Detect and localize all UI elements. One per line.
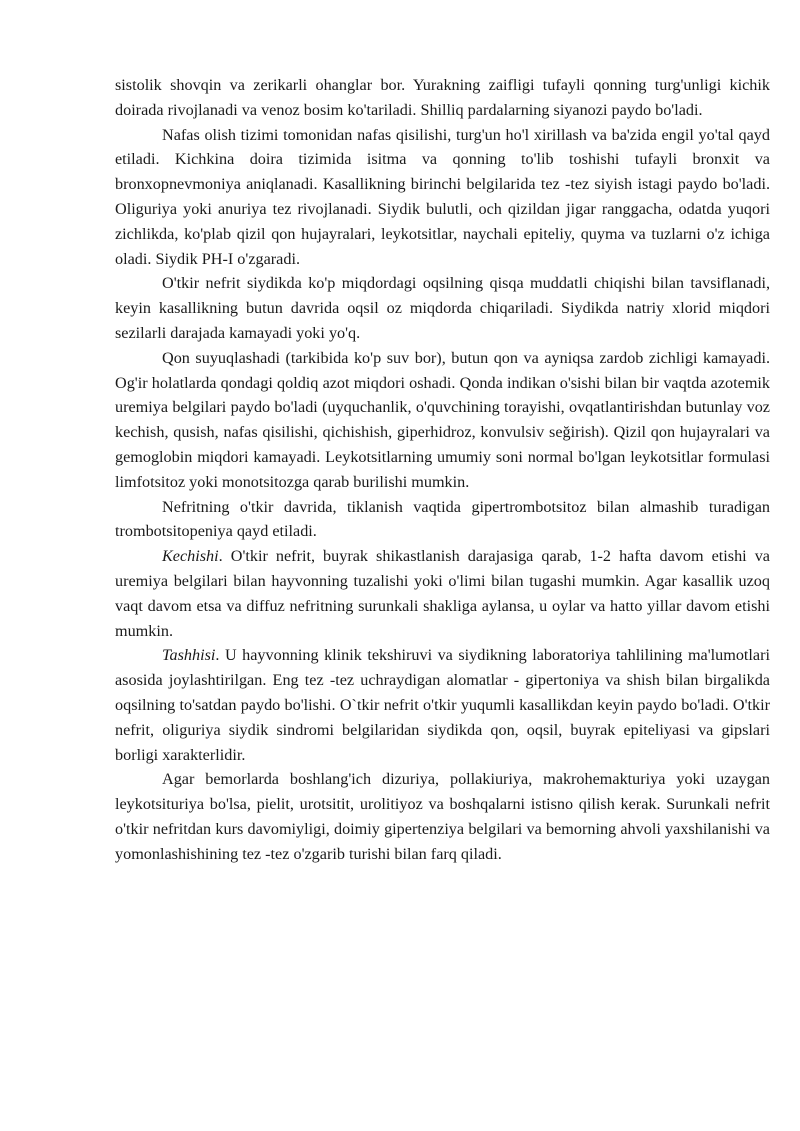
section-lead-kechishi: Kechishi	[162, 547, 219, 566]
paragraph-text: sistolik shovqin va zerikarli ohanglar bor. Yurakning zaifligi tufayli qonning turg'unligi kichik doirada rivojlanadi va venoz bosim ko'tariladi. Shilliq pardalarning siyanozi paydo bo'ladi.	[115, 76, 770, 119]
paragraph-text: Nefritning o'tkir davrida, tiklanish vaqtida gipertrombotsitoz bilan almashib turadigan trombotsitopeniya qayd etiladi.	[115, 497, 770, 541]
paragraph-6	[115, 544, 770, 643]
paragraph-text: O'tkir nefrit siydikda ko'p miqdordagi oqsilning qisqa muddatli chiqishi bilan tavsiflanadi, keyin kasallikning butun davrida oqsil oz miqdorda chiqariladi. Siydikda natriy xlorid miqdori sezilarli darajada kamayadi yoki yo'q.	[115, 274, 770, 342]
paragraph-2	[115, 123, 770, 272]
paragraph-text: Qon suyuqlashadi (tarkibida ko'p suv bor), butun qon va ayniqsa zardob zichligi kamayadi. Og'ir holatlarda qondagi qoldiq azot miqdori oshadi. Qonda indikan o'sishi bilan bir vaqtda azotemik uremiya belgilari paydo bo'ladi (uyquchanlik, o'quvchining torayishi, ovqatlantirishdan butunlay voz kechish, qusish, nafas qisilishi, qichishish, giperhidroz, konvulsiv seğirish). Qizil qon hujayralari va gemoglobin miqdori kamayadi. Leykotsitlarning umumiy soni normal bo'lgan leykotsitlar formulasi limfotsitoz yoki monotsitozga qarab burilishi mumkin.	[115, 348, 770, 491]
paragraph-text: . O'tkir nefrit, buyrak shikastlanish darajasiga qarab, 1-2 hafta davom etishi va uremiya belgilari bilan hayvonning tuzalishi yoki o'limi bilan tugashi mumkin. Agar kasallik uzoq vaqt davom etsa va diffuz nefritning surunkali shakliga aylansa, u oylar va hatto yillar davom etishi mumkin.	[115, 547, 770, 640]
document-page	[115, 73, 770, 867]
paragraph-7	[115, 643, 770, 767]
paragraph-4	[115, 346, 770, 495]
section-lead-tashhisi: Tashhisi	[162, 646, 216, 665]
paragraph-1	[115, 73, 770, 123]
paragraph-5	[115, 495, 770, 545]
paragraph-3	[115, 271, 770, 345]
paragraph-text: . U hayvonning klinik tekshiruvi va siydikning laboratoriya tahlilining ma'lumotlari asosida joylashtirilgan. Eng tez -tez uchraydigan alomatlar - gipertoniya va shish bilan birgalikda oqsilning to'satdan paydo bo'lishi. O`tkir nefrit o'tkir yuqumli kasallikdan keyin paydo bo'ladi. O'tkir nefrit, oliguriya siydik sindromi belgilaridan siydikda qon, oqsil, buyrak epiteliyasi va gipslari borligi xarakterlidir.	[115, 646, 770, 764]
paragraph-text: Nafas olish tizimi tomonidan nafas qisilishi, turg'un ho'l xirillash va ba'zida engil yo'tal qayd etiladi. Kichkina doira tizimida isitma va qonning to'lib toshishi tufayli bronxit va bronxopnevmoniya aniqlanadi. Kasallikning birinchi belgilarida tez -tez siyish istagi paydo bo'ladi. Oliguriya yoki anuriya tez rivojlanadi. Siydik bulutli, och qizildan jigar ranggacha, odatda yuqori zichlikda, ko'plab qizil qon hujayralari, leykotsitlar, naychali epiteliy, quyma va tuzlarni o'z ichiga oladi. Siydik PH-I o'zgaradi.	[115, 125, 770, 268]
paragraph-8	[115, 767, 770, 866]
paragraph-text: Agar bemorlarda boshlang'ich dizuriya, pollakiuriya, makrohemakturiya yoki uzaygan leykotsituriya bo'lsa, pielit, urotsitit, urolitiyoz va boshqalarni istisno qilish kerak. Surunkali nefrit o'tkir nefritdan kurs davomiyligi, doimiy gipertenziya belgilari va bemorning ahvoli yaxshilanishi va yomonlashishining tez -tez o'zgarib turishi bilan farq qiladi.	[115, 770, 770, 863]
